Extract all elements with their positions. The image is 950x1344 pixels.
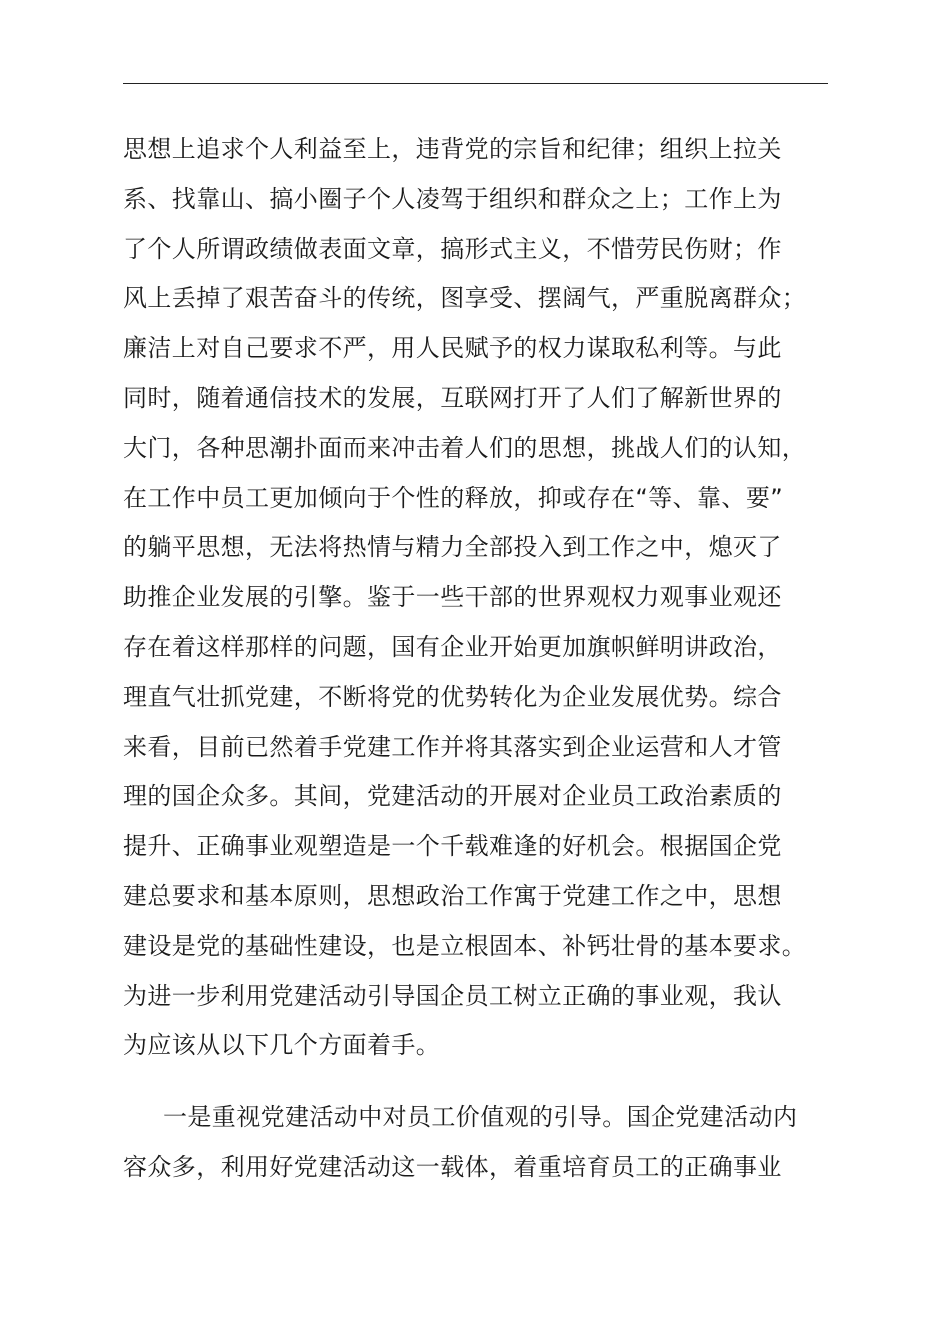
text-line: 一是重视党建活动中对员工价值观的引导。国企党建活动内 [163,1103,798,1132]
text-line: 思想上追求个人利益至上，违背党的宗旨和纪律；组织上拉关 [123,135,782,163]
text-line: 系、找靠山、搞小圈子个人凌驾于组织和群众之上；工作上为 [123,184,782,213]
paragraph-1 [123,125,853,1071]
paragraph-gap [123,1071,853,1093]
text-line: 助推企业发展的引擎。鉴于一些干部的世界观权力观事业观还 [123,583,782,612]
text-line: 的躺平思想，无法将热情与精力全部投入到工作之中，熄灭了 [123,533,782,562]
text-line: 理直气壮抓党建，不断将党的优势转化为企业发展优势。综合 [123,682,782,711]
text-line: 为应该从以下几个方面着手。 [123,1031,441,1060]
text-line: 建设是党的基础性建设，也是立根固本、补钙壮骨的基本要求。 [123,931,807,960]
text-line: 了个人所谓政绩做表面文章，搞形式主义，不惜劳民伤财；作 [123,234,782,263]
text-line: 为进一步利用党建活动引导国企员工树立正确的事业观，我认 [123,981,782,1010]
paragraph-2 [123,1093,853,1193]
text-line: 廉洁上对自己要求不严，用人民赋予的权力谋取私利等。与此 [123,334,782,363]
text-line: 建总要求和基本原则，思想政治工作寓于党建工作之中，思想 [123,881,782,910]
text-line: 在工作中员工更加倾向于个性的释放，抑或存在“等、靠、要” [123,483,784,512]
text-line: 大门，各种思潮扑面而来冲击着人们的思想，挑战人们的认知， [123,433,807,462]
text-line: 同时，随着通信技术的发展，互联网打开了人们了解新世界的 [123,383,782,412]
text-line: 风上丢掉了艰苦奋斗的传统，图享受、摆阔气，严重脱离群众； [123,284,807,313]
header-rule [123,83,828,84]
text-line: 来看，目前已然着手党建工作并将其落实到企业运营和人才管 [123,732,782,761]
text-line: 提升、正确事业观塑造是一个千载难逢的好机会。根据国企党 [123,832,782,861]
text-line: 容众多，利用好党建活动这一载体，着重培育员工的正确事业 [123,1152,782,1181]
body-text [123,125,853,1193]
text-line: 存在着这样那样的问题，国有企业开始更加旗帜鲜明讲政治， [123,632,782,661]
text-line: 理的国企众多。其间，党建活动的开展对企业员工政治素质的 [123,782,782,811]
